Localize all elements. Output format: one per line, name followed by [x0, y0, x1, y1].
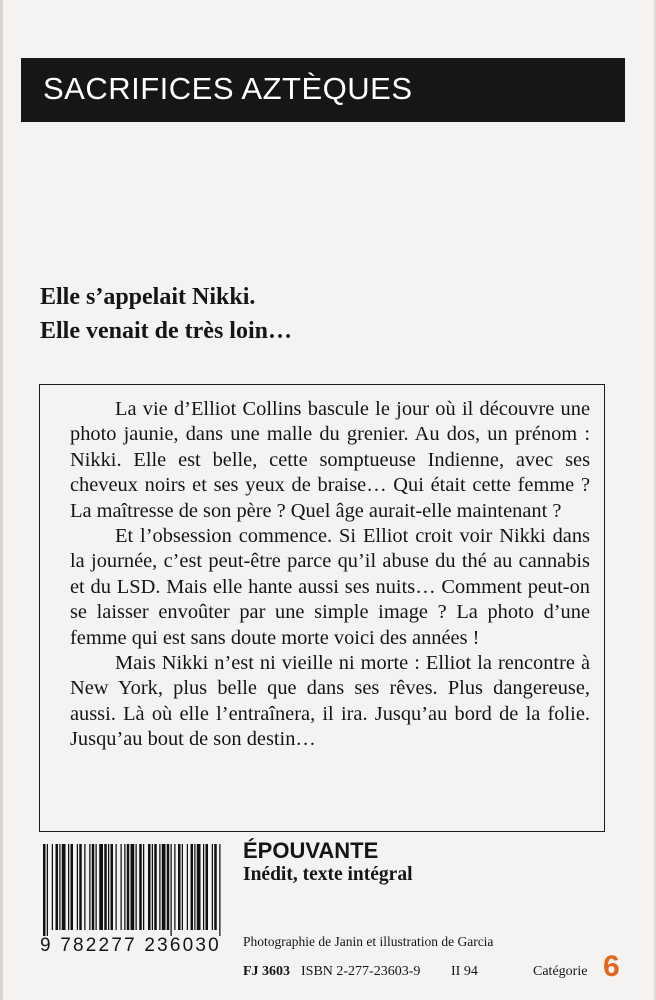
barcode-bar — [203, 844, 204, 930]
barcode-bar — [154, 844, 157, 930]
isbn: ISBN 2-277-23603-9 — [301, 964, 421, 979]
barcode-bar — [143, 844, 144, 930]
barcode-bar — [89, 844, 90, 930]
barcode-bar — [167, 844, 170, 930]
barcode-bar — [124, 844, 125, 930]
barcode-bar — [174, 844, 175, 930]
tagline-line-2: Elle venait de très loin… — [40, 318, 292, 344]
issue-date: II 94 — [451, 964, 478, 979]
barcode-bar — [191, 844, 194, 930]
barcode-bar — [131, 844, 135, 930]
category-label: Catégorie — [533, 964, 588, 979]
barcode-bar — [219, 844, 220, 936]
barcode-bar — [171, 844, 172, 936]
barcode-digits: 9 782277 236030 — [40, 935, 221, 956]
barcode-bar — [121, 844, 122, 930]
barcode-bar — [56, 844, 59, 930]
barcode-bar — [68, 844, 69, 930]
barcode-bar — [194, 844, 195, 930]
barcode-bar — [127, 844, 130, 930]
barcode-bar — [178, 844, 181, 930]
barcode-bar — [111, 844, 114, 930]
barcode-bar — [52, 844, 53, 930]
barcode-bar — [206, 844, 209, 930]
barcode-bar — [182, 844, 183, 930]
synopsis-paragraph: Mais Nikki n’est ni vieille ni morte : Elliot la rencontre à New York, plus belle que dans ses rêves. Plus dangereuse, aussi. Là où elle l’entraînera, il ira. Jusqu’au bord de la folie. Jusqu’au bout de son destin… — [70, 652, 590, 751]
synopsis-paragraph: La vie d’Elliot Collins bascule le jour où il découvre une photo jaunie, dans une malle du grenier. Au dos, un prénom : Nikki. Elle est belle, cette somptueuse Indienne, avec ses cheveux noirs et ses yeux de braise… Qui était cette femme ? La maîtresse de son père ? Quel âge aurait-elle maintenant ? — [70, 398, 590, 522]
barcode-bar — [47, 844, 48, 936]
barcode-bar — [104, 844, 107, 930]
catalog-code: FJ 3603 — [243, 964, 291, 979]
barcode-bar — [214, 844, 217, 930]
barcode-bar — [116, 844, 117, 930]
barcode-bar — [43, 844, 46, 936]
barcode-bar — [197, 844, 201, 930]
barcode-bar — [71, 844, 74, 930]
synopsis-text — [70, 397, 590, 753]
barcode-bar — [99, 844, 103, 930]
publication-info — [243, 950, 623, 998]
tagline-line-1: Elle s’appelait Nikki. — [40, 284, 256, 310]
barcode-bar — [77, 844, 78, 930]
synopsis-box — [39, 384, 605, 832]
barcode-bar — [79, 844, 82, 930]
barcode-bar — [136, 844, 137, 930]
barcode-bar — [108, 844, 109, 930]
barcode-bar — [62, 844, 66, 930]
edition-note: Inédit, texte intégral — [243, 864, 413, 885]
book-title: SACRIFICES AZTÈQUES — [43, 71, 413, 106]
barcode-bar — [159, 844, 160, 930]
synopsis-paragraph: Et l’obsession commence. Si Elliot croit voir Nikki dans la journée, c’est peut-être parce qu’il abuse du thé au cannabis et du LSD. Mais elle hante aussi ses nuits… Comment peut-on se laisser envoûter par une simple image ? La photo d’une femme qui est sans doute morte voici des années ! — [70, 525, 590, 649]
barcode-bar — [187, 844, 188, 930]
barcode-bar — [92, 844, 95, 930]
title-banner — [21, 58, 625, 122]
barcode-bar — [148, 844, 151, 930]
barcode-bar — [139, 844, 142, 930]
barcode-bar — [96, 844, 97, 930]
barcode-bar — [84, 844, 85, 930]
barcode-bar — [152, 844, 153, 930]
genre-label: ÉPOUVANTE — [243, 838, 379, 863]
barcode-bar — [59, 844, 60, 930]
barcode-bar — [212, 844, 213, 930]
category-number: 6 — [603, 950, 620, 983]
cover-credits: Photographie de Janin et illustration de Garcia — [243, 934, 494, 949]
barcode — [40, 844, 226, 936]
barcode-bar — [162, 844, 166, 930]
